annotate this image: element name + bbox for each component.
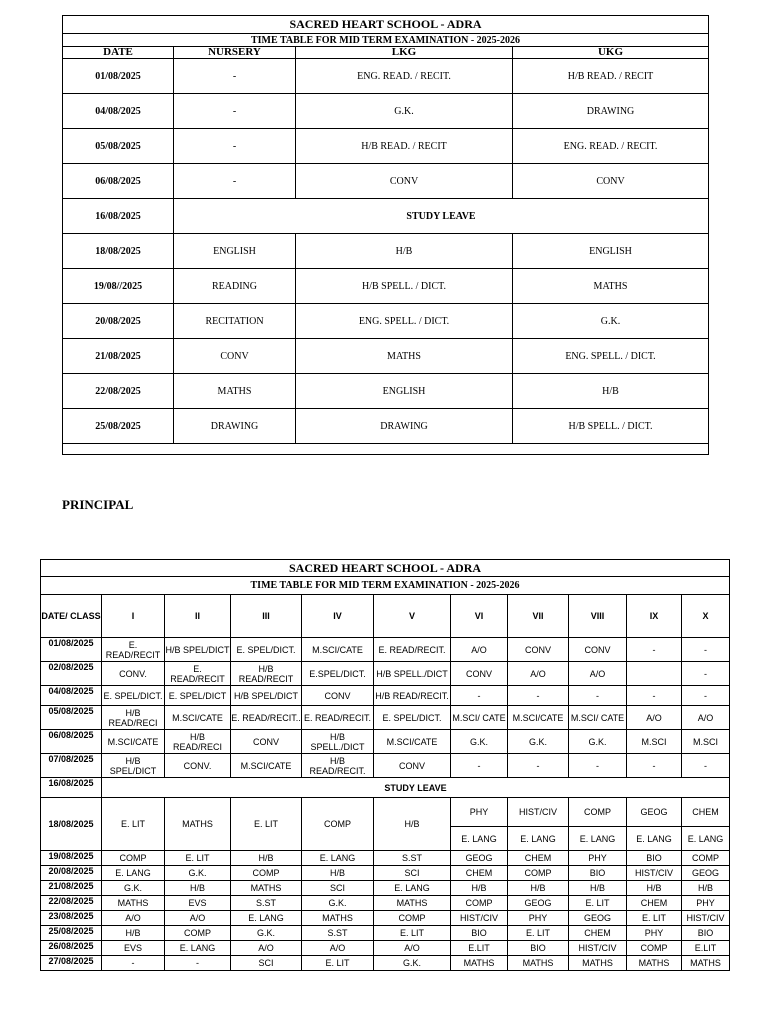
subject-cell: BIO — [569, 866, 627, 881]
subject-cell: HIST/CIV — [451, 911, 508, 926]
subject-cell: - — [174, 94, 296, 129]
subject-cell: - — [508, 754, 569, 778]
date-cell: 23/08/2025 — [41, 911, 102, 926]
column-header-date: DATE — [63, 47, 174, 59]
subject-cell: EVS — [165, 896, 231, 911]
table-row — [63, 234, 709, 269]
subject-cell: - — [627, 754, 682, 778]
column-header-class: V — [374, 595, 451, 638]
subject-cell-lower: E. LANG — [569, 827, 627, 851]
subject-cell: M.SCI/CATE — [231, 754, 302, 778]
subject-cell: CHEM — [627, 896, 682, 911]
subject-cell: HIST/CIV — [569, 941, 627, 956]
subject-cell: MATHS — [302, 911, 374, 926]
subject-cell: CONV — [174, 339, 296, 374]
subject-cell: E. SPEL/DICT — [165, 686, 231, 706]
subject-cell: COMP — [374, 911, 451, 926]
subject-cell: E. LIT — [627, 911, 682, 926]
subject-cell: RECITATION — [174, 304, 296, 339]
column-header-ukg: UKG — [513, 47, 709, 59]
subject-cell: E. LIT — [102, 798, 165, 851]
date-cell: 05/08/2025 — [63, 129, 174, 164]
subject-cell: G.K. — [102, 881, 165, 896]
subject-cell: GEOG — [451, 851, 508, 866]
subject-cell: H/B — [374, 798, 451, 851]
date-cell: 22/08/2025 — [63, 374, 174, 409]
subject-cell: BIO — [451, 926, 508, 941]
subject-cell: READING — [174, 269, 296, 304]
table-row — [41, 926, 730, 941]
subject-cell: M.SCI/CATE — [302, 638, 374, 662]
subject-cell: MATHS — [174, 374, 296, 409]
subject-cell: PHY — [508, 911, 569, 926]
subject-cell: H/B SPELL./DICT — [302, 730, 374, 754]
subject-cell: E. SPEL/DICT. — [231, 638, 302, 662]
principal-signature-label: PRINCIPAL — [62, 497, 134, 512]
subject-cell-lower: E. LANG — [508, 827, 569, 851]
subject-cell: - — [569, 686, 627, 706]
column-header-nursery: NURSERY — [174, 47, 296, 59]
subject-cell: M.SCI/ CATE — [569, 706, 627, 730]
subject-cell: E. LIT — [165, 851, 231, 866]
subject-cell: COMP — [231, 866, 302, 881]
subject-cell: G.K. — [508, 730, 569, 754]
table-row-split-top — [41, 798, 730, 827]
subject-cell: GEOG — [682, 866, 730, 881]
column-header-class: III — [231, 595, 302, 638]
subject-cell: E. LIT — [302, 956, 374, 971]
subject-cell: CONV. — [165, 754, 231, 778]
subject-cell: H/B READ/RECIT — [231, 662, 302, 686]
table-row — [63, 164, 709, 199]
date-cell: 18/08/2025 — [41, 798, 102, 851]
column-header-date-class: DATE/ CLASS — [41, 595, 102, 638]
subject-cell: H/B — [451, 881, 508, 896]
table-row — [41, 896, 730, 911]
subject-cell: SCI — [374, 866, 451, 881]
table-row — [41, 851, 730, 866]
school-title: SACRED HEART SCHOOL - ADRA — [63, 16, 709, 34]
subject-cell: E. LANG — [231, 911, 302, 926]
subject-cell: MATHS — [374, 896, 451, 911]
column-header-class: VI — [451, 595, 508, 638]
table-row — [41, 941, 730, 956]
date-cell: 04/08/2025 — [63, 94, 174, 129]
subject-cell: MATHS — [569, 956, 627, 971]
table-row — [63, 199, 709, 234]
table-row — [63, 374, 709, 409]
table-row — [63, 129, 709, 164]
subject-cell: MATHS — [508, 956, 569, 971]
subject-cell: - — [102, 956, 165, 971]
subject-cell: E. SPEL/DICT. — [102, 686, 165, 706]
subject-cell: H/B SPELL. / DICT. — [296, 269, 513, 304]
subject-cell: DRAWING — [174, 409, 296, 444]
subject-cell: CONV. — [102, 662, 165, 686]
subject-cell: CHEM — [569, 926, 627, 941]
date-cell: 05/08/2025 — [41, 706, 102, 730]
subject-cell: S.ST — [374, 851, 451, 866]
subject-cell: A/O — [374, 941, 451, 956]
subject-cell: E. READ/RECIT. — [374, 638, 451, 662]
subject-cell: E. LANG — [102, 866, 165, 881]
subject-cell: H/B READ/RECIT. — [374, 686, 451, 706]
subject-cell: H/B — [569, 881, 627, 896]
subject-cell: E. SPEL/DICT. — [374, 706, 451, 730]
date-cell: 16/08/2025 — [41, 778, 102, 798]
subject-cell: G.K. — [513, 304, 709, 339]
date-cell: 25/08/2025 — [41, 926, 102, 941]
subject-cell: H/B — [296, 234, 513, 269]
subject-cell: G.K. — [231, 926, 302, 941]
subject-cell: MATHS — [165, 798, 231, 851]
subject-cell: M.SCI — [627, 730, 682, 754]
school-title-row — [41, 560, 730, 577]
header-row — [63, 47, 709, 59]
subject-cell: - — [682, 686, 730, 706]
subject-cell-upper: GEOG — [627, 798, 682, 827]
subject-cell: COMP — [302, 798, 374, 851]
subject-cell: CONV — [374, 754, 451, 778]
date-cell: 07/08/2025 — [41, 754, 102, 778]
subject-cell: G.K. — [302, 896, 374, 911]
date-cell: 18/08/2025 — [63, 234, 174, 269]
subject-cell: A/O — [451, 638, 508, 662]
column-header-class: II — [165, 595, 231, 638]
subject-cell: ENGLISH — [296, 374, 513, 409]
timetable-pre-primary-body — [63, 16, 709, 455]
subject-cell-lower: E. LANG — [627, 827, 682, 851]
subject-cell: MATHS — [102, 896, 165, 911]
table-row — [41, 866, 730, 881]
date-cell: 22/08/2025 — [41, 896, 102, 911]
subject-cell: A/O — [682, 706, 730, 730]
subject-cell: HIST/CIV — [682, 911, 730, 926]
subject-cell: - — [174, 164, 296, 199]
school-title-row — [63, 16, 709, 34]
subject-cell: A/O — [165, 911, 231, 926]
subject-cell: H/B READ/RECI — [102, 706, 165, 730]
subject-cell: - — [627, 638, 682, 662]
table-row — [63, 94, 709, 129]
subject-cell: - — [451, 686, 508, 706]
table-row — [41, 706, 730, 730]
subject-cell: E. READ/RECIT — [165, 662, 231, 686]
subtitle-row — [63, 34, 709, 47]
subject-cell: BIO — [627, 851, 682, 866]
date-cell: 02/08/2025 — [41, 662, 102, 686]
subject-cell: CHEM — [451, 866, 508, 881]
subject-cell: H/B READ/RECI — [165, 730, 231, 754]
table-row — [41, 778, 730, 798]
subject-cell: H/B SPEL/DICT — [165, 638, 231, 662]
subject-cell-upper: COMP — [569, 798, 627, 827]
subject-cell: E.LIT — [451, 941, 508, 956]
subject-cell: ENG. READ. / RECIT. — [513, 129, 709, 164]
timetable-classes — [40, 559, 730, 971]
header-row — [41, 595, 730, 638]
subject-cell: E. READ/RECIT — [102, 638, 165, 662]
subject-cell: M.SCI/CATE — [374, 730, 451, 754]
subject-cell-lower: E. LANG — [682, 827, 730, 851]
subject-cell: - — [569, 754, 627, 778]
subject-cell: E.LIT — [682, 941, 730, 956]
subject-cell: COMP — [627, 941, 682, 956]
subject-cell: E. READ/RECIT.. — [231, 706, 302, 730]
date-cell: 26/08/2025 — [41, 941, 102, 956]
subject-cell: CONV — [513, 164, 709, 199]
subject-cell: S.ST — [302, 926, 374, 941]
column-header-class: IV — [302, 595, 374, 638]
table-row — [41, 881, 730, 896]
subject-cell: E. LIT — [569, 896, 627, 911]
subject-cell: - — [627, 686, 682, 706]
table-row — [63, 269, 709, 304]
column-header-class: I — [102, 595, 165, 638]
column-header-lkg: LKG — [296, 47, 513, 59]
study-leave-cell: STUDY LEAVE — [174, 199, 709, 234]
subject-cell: - — [451, 754, 508, 778]
subject-cell: MATHS — [627, 956, 682, 971]
subject-cell: E. LIT — [374, 926, 451, 941]
subject-cell: H/B — [682, 881, 730, 896]
subject-cell: SCI — [231, 956, 302, 971]
subject-cell-upper: PHY — [451, 798, 508, 827]
subject-cell: H/B — [231, 851, 302, 866]
subject-cell: HIST/CIV — [627, 866, 682, 881]
subject-cell: H/B — [508, 881, 569, 896]
subject-cell: CONV — [451, 662, 508, 686]
subject-cell: MATHS — [513, 269, 709, 304]
date-cell: 21/08/2025 — [41, 881, 102, 896]
subject-cell: PHY — [569, 851, 627, 866]
subject-cell: S.ST — [231, 896, 302, 911]
subject-cell: DRAWING — [513, 94, 709, 129]
subject-cell-lower: E. LANG — [451, 827, 508, 851]
column-header-class: VIII — [569, 595, 627, 638]
subject-cell: H/B SPELL./DICT — [374, 662, 451, 686]
timetable-subtitle: TIME TABLE FOR MID TERM EXAMINATION - 2025-2026 — [63, 34, 709, 47]
subject-cell: CONV — [302, 686, 374, 706]
subject-cell: E. LANG — [302, 851, 374, 866]
subject-cell: M.SCI/CATE — [165, 706, 231, 730]
table-row — [41, 754, 730, 778]
subject-cell: MATHS — [231, 881, 302, 896]
subject-cell: COMP — [102, 851, 165, 866]
subject-cell: - — [508, 686, 569, 706]
timetable-classes-body — [41, 560, 730, 971]
subtitle-row — [41, 577, 730, 595]
table-row — [41, 686, 730, 706]
subject-cell: A/O — [231, 941, 302, 956]
school-title: SACRED HEART SCHOOL - ADRA — [41, 560, 730, 577]
subject-cell: G.K. — [165, 866, 231, 881]
subject-cell: - — [174, 59, 296, 94]
subject-cell: - — [682, 754, 730, 778]
subject-cell: A/O — [102, 911, 165, 926]
table-row — [41, 911, 730, 926]
date-cell: 19/08//2025 — [63, 269, 174, 304]
subject-cell: CONV — [296, 164, 513, 199]
date-cell: 19/08/2025 — [41, 851, 102, 866]
subject-cell: MATHS — [682, 956, 730, 971]
table-row — [63, 339, 709, 374]
subject-cell: CHEM — [508, 851, 569, 866]
subject-cell: E. READ/RECIT. — [302, 706, 374, 730]
subject-cell: E.SPEL/DICT. — [302, 662, 374, 686]
subject-cell: H/B — [513, 374, 709, 409]
date-cell: 25/08/2025 — [63, 409, 174, 444]
table-row — [63, 59, 709, 94]
subject-cell-upper: CHEM — [682, 798, 730, 827]
subject-cell: M.SCI/CATE — [508, 706, 569, 730]
subject-cell: H/B SPEL/DICT — [231, 686, 302, 706]
date-cell: 06/08/2025 — [63, 164, 174, 199]
subject-cell: M.SCI/ CATE — [451, 706, 508, 730]
subject-cell: EVS — [102, 941, 165, 956]
subject-cell: ENGLISH — [174, 234, 296, 269]
subject-cell: MATHS — [451, 956, 508, 971]
table-row — [41, 956, 730, 971]
subject-cell: E. LANG — [374, 881, 451, 896]
date-cell: 01/08/2025 — [63, 59, 174, 94]
timetable-subtitle: TIME TABLE FOR MID TERM EXAMINATION - 2025-2026 — [41, 577, 730, 595]
subject-cell: CONV — [569, 638, 627, 662]
subject-cell: ENG. READ. / RECIT. — [296, 59, 513, 94]
date-cell: 06/08/2025 — [41, 730, 102, 754]
subject-cell: - — [682, 662, 730, 686]
subject-cell: PHY — [627, 926, 682, 941]
subject-cell: H/B SPELL. / DICT. — [513, 409, 709, 444]
subject-cell: G.K. — [451, 730, 508, 754]
subject-cell: DRAWING — [296, 409, 513, 444]
table-row — [63, 304, 709, 339]
empty-footer-row — [63, 444, 709, 455]
subject-cell: COMP — [451, 896, 508, 911]
subject-cell: ENG. SPELL. / DICT. — [513, 339, 709, 374]
subject-cell: COMP — [682, 851, 730, 866]
subject-cell: H/B READ. / RECIT — [513, 59, 709, 94]
column-header-class: X — [682, 595, 730, 638]
subject-cell: E. LIT — [231, 798, 302, 851]
subject-cell: H/B SPEL/DICT — [102, 754, 165, 778]
column-header-class: VII — [508, 595, 569, 638]
subject-cell: H/B — [165, 881, 231, 896]
subject-cell: H/B READ. / RECIT — [296, 129, 513, 164]
column-header-class: IX — [627, 595, 682, 638]
subject-cell: CONV — [231, 730, 302, 754]
subject-cell-upper: HIST/CIV — [508, 798, 569, 827]
subject-cell: COMP — [508, 866, 569, 881]
subject-cell: A/O — [302, 941, 374, 956]
date-cell: 01/08/2025 — [41, 638, 102, 662]
subject-cell: BIO — [682, 926, 730, 941]
subject-cell: CONV — [508, 638, 569, 662]
subject-cell: M.SCI — [682, 730, 730, 754]
subject-cell: GEOG — [508, 896, 569, 911]
subject-cell: H/B — [102, 926, 165, 941]
timetable-pre-primary — [62, 15, 709, 455]
subject-cell: COMP — [165, 926, 231, 941]
subject-cell: H/B — [627, 881, 682, 896]
date-cell: 27/08/2025 — [41, 956, 102, 971]
subject-cell: - — [174, 129, 296, 164]
subject-cell: A/O — [508, 662, 569, 686]
table-row — [41, 662, 730, 686]
subject-cell: E. LANG — [165, 941, 231, 956]
subject-cell: - — [165, 956, 231, 971]
subject-cell: - — [682, 638, 730, 662]
subject-cell: G.K. — [374, 956, 451, 971]
empty-footer-cell — [63, 444, 709, 455]
subject-cell: H/B — [302, 866, 374, 881]
table-row — [41, 638, 730, 662]
subject-cell: H/B READ/RECIT. — [302, 754, 374, 778]
subject-cell: MATHS — [296, 339, 513, 374]
subject-cell: ENG. SPELL. / DICT. — [296, 304, 513, 339]
subject-cell: A/O — [569, 662, 627, 686]
date-cell: 20/08/2025 — [41, 866, 102, 881]
date-cell: 04/08/2025 — [41, 686, 102, 706]
subject-cell: BIO — [508, 941, 569, 956]
subject-cell: G.K. — [296, 94, 513, 129]
study-leave-cell: STUDY LEAVE — [102, 778, 730, 798]
subject-cell: A/O — [627, 706, 682, 730]
date-cell: 16/08/2025 — [63, 199, 174, 234]
subject-cell: E. LIT — [508, 926, 569, 941]
table-row — [41, 730, 730, 754]
subject-cell — [627, 662, 682, 686]
date-cell: 21/08/2025 — [63, 339, 174, 374]
subject-cell: ENGLISH — [513, 234, 709, 269]
subject-cell: M.SCI/CATE — [102, 730, 165, 754]
subject-cell: PHY — [682, 896, 730, 911]
subject-cell: G.K. — [569, 730, 627, 754]
table-row — [63, 409, 709, 444]
subject-cell: SCI — [302, 881, 374, 896]
subject-cell: GEOG — [569, 911, 627, 926]
date-cell: 20/08/2025 — [63, 304, 174, 339]
